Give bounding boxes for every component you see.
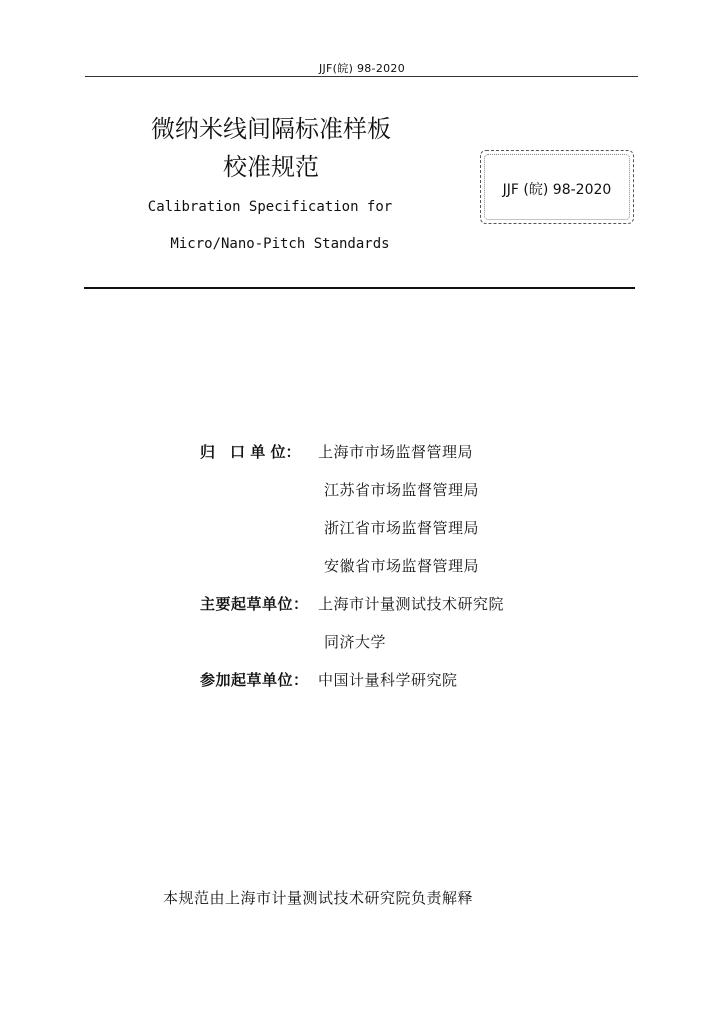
title-divider [84,287,635,289]
responsible-unit-row [200,441,473,463]
header-code: JJF(皖) 98-2020 [318,62,406,75]
main-drafter-label: 主要起草单位： [200,595,309,613]
title-chinese-line-1: 微纳米线间隔标准样板 [151,115,391,143]
participating-drafter-value: 中国计量科学研究院 [318,671,458,689]
responsible-unit-value: 浙江省市场监督管理局 [324,519,480,537]
title-english-line-2: Micro/Nano-Pitch Standards [170,236,390,252]
responsible-unit-row [200,479,479,501]
main-drafter-row [200,593,504,615]
header-rule [85,76,638,77]
interpretation-note: 本规范由上海市计量测试技术研究院负责解释 [163,889,474,907]
participating-drafter-row [200,669,458,691]
participating-drafter-label: 参加起草单位： [200,671,309,689]
responsible-unit-value: 安徽省市场监督管理局 [324,557,480,575]
main-drafter-value: 上海市计量测试技术研究院 [318,595,505,613]
responsible-unit-row [200,555,479,577]
title-english-line-1: Calibration Specification for [147,199,393,215]
responsible-unit-row [200,517,479,539]
main-drafter-value: 同济大学 [324,633,387,651]
responsible-unit-value: 上海市市场监督管理局 [318,443,474,461]
title-chinese-line-2: 校准规范 [223,153,319,181]
code-box-text: JJF (皖) 98-2020 [502,182,612,198]
responsible-unit-label: 归 口 单 位： [200,443,301,461]
main-drafter-row [200,631,386,653]
responsible-unit-value: 江苏省市场监督管理局 [324,481,480,499]
code-box [480,150,634,224]
